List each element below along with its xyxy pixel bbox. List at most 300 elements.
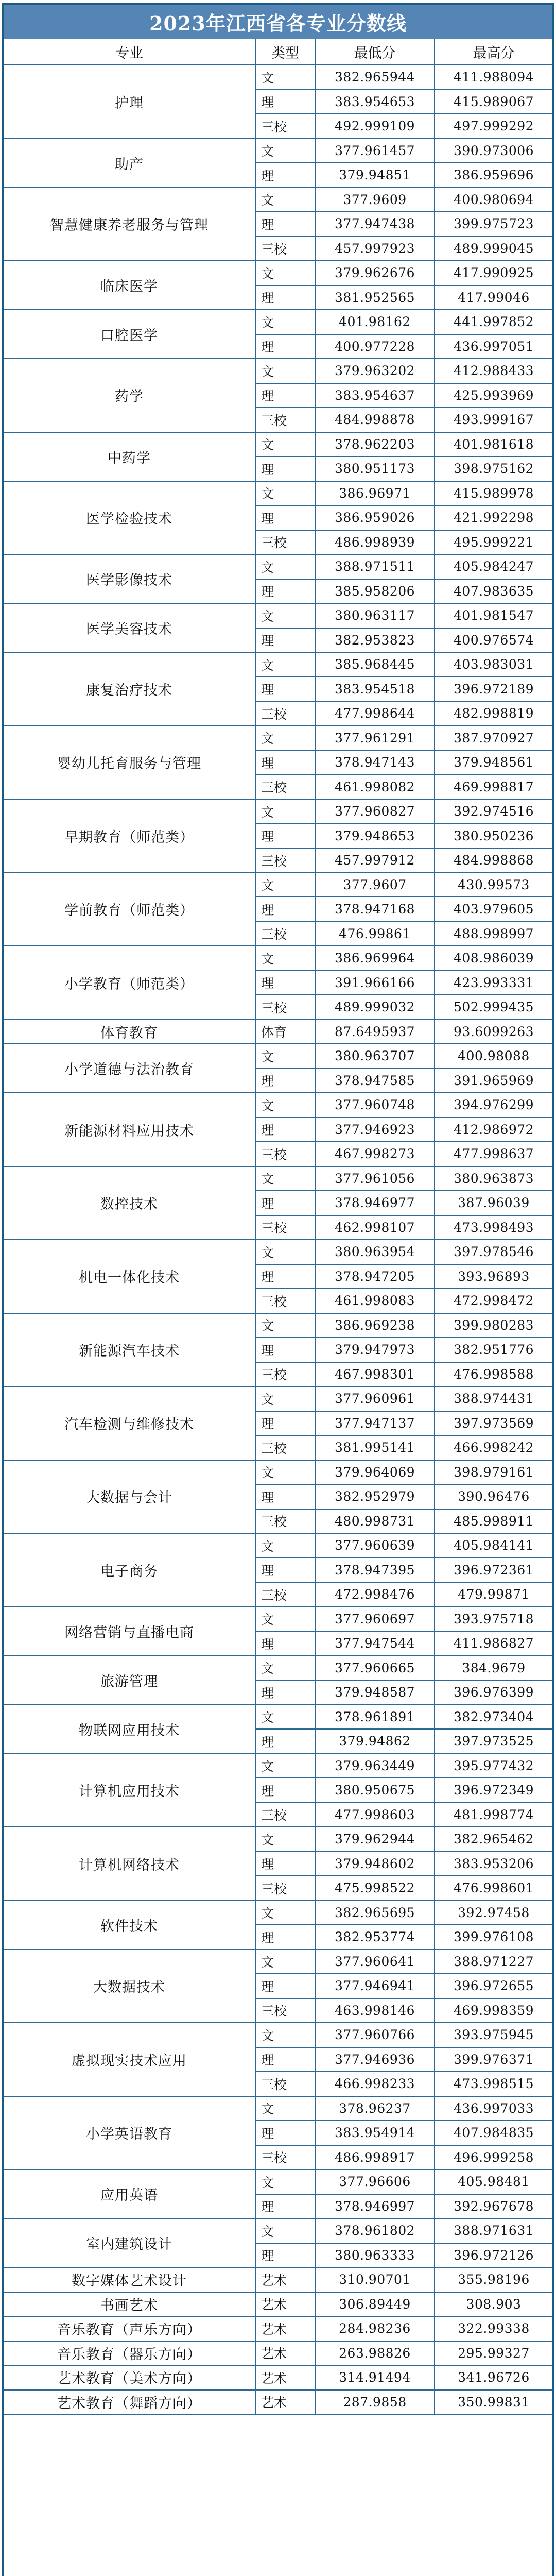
major-group — [4, 653, 552, 726]
min-score: 461.998083 — [316, 1289, 435, 1314]
major-group — [4, 2342, 552, 2366]
max-score: 355.98196 — [435, 2268, 552, 2293]
major-group — [4, 604, 552, 653]
min-score: 475.998522 — [316, 1876, 435, 1901]
min-score: 386.969238 — [316, 1314, 435, 1338]
score-type: 理 — [256, 2244, 316, 2268]
table-row — [4, 2170, 552, 2195]
table-row — [4, 2023, 552, 2048]
score-type: 理 — [256, 90, 316, 115]
major-name: 学前教育（师范类） — [4, 873, 256, 947]
min-score: 378.946977 — [316, 1191, 435, 1216]
min-score: 377.960827 — [316, 800, 435, 824]
max-score: 379.948561 — [435, 751, 552, 775]
score-type: 三校 — [256, 1999, 316, 2024]
min-score: 457.997923 — [316, 237, 435, 262]
max-score: 308.903 — [435, 2293, 552, 2317]
table-row — [4, 2097, 552, 2122]
table-row — [4, 971, 552, 996]
major-name: 药学 — [4, 359, 256, 433]
max-score: 391.965969 — [435, 1069, 552, 1094]
min-score: 310.90701 — [316, 2268, 435, 2293]
table-row — [4, 922, 552, 947]
major-name: 医学检验技术 — [4, 482, 256, 555]
max-score: 392.967678 — [435, 2195, 552, 2219]
table-row — [4, 310, 552, 335]
max-score: 411.988094 — [435, 65, 552, 90]
max-score: 390.96476 — [435, 1485, 552, 1510]
min-score: 378.961802 — [316, 2219, 435, 2244]
max-score: 421.992298 — [435, 506, 552, 531]
max-score: 466.998242 — [435, 1436, 552, 1461]
score-type: 文 — [256, 1607, 316, 1632]
max-score: 401.981618 — [435, 433, 552, 457]
min-score: 377.960697 — [316, 1607, 435, 1632]
table-row — [4, 1632, 552, 1656]
major-group — [4, 1754, 552, 1828]
min-score: 388.971511 — [316, 555, 435, 580]
min-score: 492.999109 — [316, 114, 435, 139]
min-score: 87.6495937 — [316, 1020, 435, 1045]
major-name: 医学美容技术 — [4, 604, 256, 653]
score-type: 三校 — [256, 237, 316, 262]
table-row — [4, 1730, 552, 1754]
table-row — [4, 946, 552, 971]
score-type: 三校 — [256, 849, 316, 873]
major-group — [4, 2317, 552, 2342]
score-type: 三校 — [256, 2146, 316, 2171]
table-row — [4, 800, 552, 824]
max-score: 476.998588 — [435, 1363, 552, 1387]
table-row — [4, 531, 552, 555]
max-score: 412.986972 — [435, 1118, 552, 1143]
max-score: 380.963873 — [435, 1167, 552, 1192]
header-type: 类型 — [256, 39, 316, 65]
max-score: 411.986827 — [435, 1632, 552, 1656]
major-group — [4, 2170, 552, 2219]
max-score: 493.999167 — [435, 408, 552, 433]
table-row — [4, 1069, 552, 1094]
table-row — [4, 1705, 552, 1730]
min-score: 287.9858 — [316, 2391, 435, 2415]
major-name: 小学教育（师范类） — [4, 946, 256, 1020]
min-score: 380.963954 — [316, 1240, 435, 1265]
table-row — [4, 580, 552, 604]
table-row — [4, 2342, 552, 2366]
header-min-score: 最低分 — [316, 39, 435, 65]
score-type: 文 — [256, 653, 316, 677]
table-row — [4, 506, 552, 531]
score-type: 文 — [256, 2170, 316, 2195]
score-type: 三校 — [256, 2072, 316, 2097]
min-score: 377.96606 — [316, 2170, 435, 2195]
major-group — [4, 1387, 552, 1461]
table-row — [4, 163, 552, 188]
major-name: 助产 — [4, 139, 256, 188]
max-score: 295.99327 — [435, 2342, 552, 2366]
major-name: 早期教育（师范类） — [4, 800, 256, 873]
major-group — [4, 2391, 552, 2415]
major-group — [4, 1656, 552, 1705]
table-row — [4, 2293, 552, 2317]
major-group — [4, 873, 552, 947]
max-score: 441.997852 — [435, 310, 552, 335]
max-score: 397.978546 — [435, 1240, 552, 1265]
score-type: 理 — [256, 677, 316, 702]
major-group — [4, 310, 552, 359]
table-row — [4, 139, 552, 164]
major-name: 网络营销与直播电商 — [4, 1607, 256, 1656]
major-name: 书画艺术 — [4, 2293, 256, 2317]
table-row — [4, 2121, 552, 2146]
major-name: 应用英语 — [4, 2170, 256, 2219]
major-group — [4, 1240, 552, 1314]
major-group — [4, 726, 552, 800]
table-row — [4, 1510, 552, 1534]
score-type: 三校 — [256, 1803, 316, 1828]
score-type: 理 — [256, 1681, 316, 1705]
major-name: 室内建筑设计 — [4, 2219, 256, 2268]
major-group — [4, 1705, 552, 1754]
max-score: 496.999258 — [435, 2146, 552, 2171]
max-score: 383.953206 — [435, 1852, 552, 1877]
table-row — [4, 1240, 552, 1265]
score-type: 文 — [256, 65, 316, 90]
max-score: 407.984835 — [435, 2121, 552, 2146]
min-score: 383.954518 — [316, 677, 435, 702]
max-score: 415.989067 — [435, 90, 552, 115]
min-score: 401.98162 — [316, 310, 435, 335]
min-score: 378.947395 — [316, 1558, 435, 1583]
score-type: 艺术 — [256, 2268, 316, 2293]
table-row — [4, 751, 552, 775]
max-score: 393.975718 — [435, 1607, 552, 1632]
score-type: 体育 — [256, 1020, 316, 1045]
major-group — [4, 1901, 552, 1950]
score-type: 理 — [256, 1191, 316, 1216]
max-score: 495.999221 — [435, 531, 552, 555]
max-score: 396.972126 — [435, 2244, 552, 2268]
table-row — [4, 482, 552, 506]
score-type: 文 — [256, 1827, 316, 1852]
score-type: 文 — [256, 310, 316, 335]
min-score: 386.96971 — [316, 482, 435, 506]
table-row — [4, 286, 552, 311]
min-score: 377.960641 — [316, 1950, 435, 1975]
score-type: 理 — [256, 2048, 316, 2073]
max-score: 405.984141 — [435, 1534, 552, 1558]
score-type: 三校 — [256, 1510, 316, 1534]
max-score: 479.99871 — [435, 1583, 552, 1607]
table-row — [4, 237, 552, 262]
score-type: 理 — [256, 1485, 316, 1510]
min-score: 377.960639 — [316, 1534, 435, 1558]
min-score: 378.946997 — [316, 2195, 435, 2219]
min-score: 386.969964 — [316, 946, 435, 971]
max-score: 489.999045 — [435, 237, 552, 262]
score-type: 艺术 — [256, 2342, 316, 2366]
max-score: 392.974516 — [435, 800, 552, 824]
max-score: 396.976399 — [435, 1681, 552, 1705]
score-table — [2, 3, 554, 2576]
score-type: 理 — [256, 457, 316, 482]
header-major: 专业 — [4, 39, 256, 65]
score-type: 文 — [256, 139, 316, 164]
major-group — [4, 2268, 552, 2293]
major-name: 新能源材料应用技术 — [4, 1093, 256, 1167]
score-type: 三校 — [256, 531, 316, 555]
max-score: 405.984247 — [435, 555, 552, 580]
min-score: 476.99861 — [316, 922, 435, 947]
max-score: 397.973525 — [435, 1730, 552, 1754]
max-score: 473.998515 — [435, 2072, 552, 2097]
min-score: 380.951173 — [316, 457, 435, 482]
header-row — [4, 39, 552, 65]
min-score: 377.947544 — [316, 1632, 435, 1656]
score-type: 文 — [256, 1093, 316, 1118]
major-group — [4, 1044, 552, 1093]
major-group — [4, 359, 552, 433]
min-score: 377.961457 — [316, 139, 435, 164]
major-name: 物联网应用技术 — [4, 1705, 256, 1754]
table-row — [4, 726, 552, 751]
table-row — [4, 2391, 552, 2415]
major-name: 音乐教育（声乐方向） — [4, 2317, 256, 2342]
max-score: 397.973569 — [435, 1412, 552, 1436]
min-score: 377.946923 — [316, 1118, 435, 1143]
table-row — [4, 1681, 552, 1705]
max-score: 469.998817 — [435, 775, 552, 800]
major-name: 口腔医学 — [4, 310, 256, 359]
major-group — [4, 482, 552, 555]
max-score: 423.993331 — [435, 971, 552, 996]
major-group — [4, 1020, 552, 1045]
score-type: 文 — [256, 946, 316, 971]
score-type: 三校 — [256, 995, 316, 1020]
major-group — [4, 2293, 552, 2317]
min-score: 377.960748 — [316, 1093, 435, 1118]
max-score: 400.980694 — [435, 188, 552, 213]
table-row — [4, 1044, 552, 1069]
table-row — [4, 1191, 552, 1216]
score-type: 文 — [256, 1901, 316, 1926]
major-name: 智慧健康养老服务与管理 — [4, 188, 256, 262]
score-type: 理 — [256, 1412, 316, 1436]
table-row — [4, 188, 552, 213]
min-score: 377.961291 — [316, 726, 435, 751]
score-type: 文 — [256, 555, 316, 580]
major-group — [4, 555, 552, 604]
min-score: 378.961891 — [316, 1705, 435, 1730]
score-type: 理 — [256, 286, 316, 311]
table-row — [4, 1534, 552, 1558]
major-group — [4, 1461, 552, 1534]
major-group — [4, 2023, 552, 2097]
score-type: 理 — [256, 1778, 316, 1803]
score-type: 文 — [256, 1754, 316, 1779]
table-title: 2023年江西省各专业分数线 — [4, 5, 552, 39]
min-score: 377.960665 — [316, 1656, 435, 1681]
max-score: 502.999435 — [435, 995, 552, 1020]
table-row — [4, 873, 552, 898]
min-score: 400.977228 — [316, 335, 435, 360]
major-name: 软件技术 — [4, 1901, 256, 1950]
header-max-score: 最高分 — [435, 39, 552, 65]
min-score: 477.998644 — [316, 702, 435, 726]
major-name: 大数据技术 — [4, 1950, 256, 2024]
max-score: 396.972349 — [435, 1778, 552, 1803]
table-row — [4, 1461, 552, 1485]
table-row — [4, 1925, 552, 1950]
table-row — [4, 1803, 552, 1828]
major-name: 新能源汽车技术 — [4, 1314, 256, 1387]
min-score: 486.998917 — [316, 2146, 435, 2171]
score-type: 理 — [256, 2195, 316, 2219]
max-score: 412.988433 — [435, 359, 552, 384]
major-name: 小学英语教育 — [4, 2097, 256, 2171]
score-type: 理 — [256, 335, 316, 360]
max-score: 400.976574 — [435, 629, 552, 653]
score-type: 三校 — [256, 1142, 316, 1167]
major-name: 艺术教育（美术方向） — [4, 2366, 256, 2391]
min-score: 377.946936 — [316, 2048, 435, 2073]
min-score: 467.998301 — [316, 1363, 435, 1387]
min-score: 385.968445 — [316, 653, 435, 677]
score-type: 理 — [256, 580, 316, 604]
min-score: 377.9607 — [316, 873, 435, 898]
score-type: 文 — [256, 359, 316, 384]
score-type: 理 — [256, 1730, 316, 1754]
min-score: 380.963117 — [316, 604, 435, 629]
table-row — [4, 1974, 552, 1999]
max-score: 477.998637 — [435, 1142, 552, 1167]
score-type: 文 — [256, 1656, 316, 1681]
table-row — [4, 1607, 552, 1632]
min-score: 377.947438 — [316, 212, 435, 237]
major-name: 机电一体化技术 — [4, 1240, 256, 1314]
table-row — [4, 1558, 552, 1583]
table-row — [4, 1142, 552, 1167]
max-score: 393.96893 — [435, 1265, 552, 1290]
table-row — [4, 335, 552, 360]
min-score: 386.959026 — [316, 506, 435, 531]
max-score: 392.97458 — [435, 1901, 552, 1926]
table-row — [4, 384, 552, 409]
major-group — [4, 65, 552, 139]
table-row — [4, 653, 552, 677]
min-score: 383.954637 — [316, 384, 435, 409]
table-row — [4, 359, 552, 384]
table-row — [4, 824, 552, 849]
min-score: 382.953774 — [316, 1925, 435, 1950]
max-score: 408.986039 — [435, 946, 552, 971]
max-score: 407.983635 — [435, 580, 552, 604]
table-row — [4, 1093, 552, 1118]
max-score: 396.972189 — [435, 677, 552, 702]
min-score: 379.94851 — [316, 163, 435, 188]
table-row — [4, 995, 552, 1020]
major-name: 临床医学 — [4, 261, 256, 310]
min-score: 379.964069 — [316, 1461, 435, 1485]
score-type: 文 — [256, 188, 316, 213]
score-type: 艺术 — [256, 2317, 316, 2342]
min-score: 382.965944 — [316, 65, 435, 90]
score-type: 三校 — [256, 1436, 316, 1461]
min-score: 382.965695 — [316, 1901, 435, 1926]
min-score: 383.954914 — [316, 2121, 435, 2146]
table-row — [4, 897, 552, 922]
min-score: 378.947168 — [316, 897, 435, 922]
score-type: 理 — [256, 1852, 316, 1877]
major-group — [4, 946, 552, 1020]
max-score: 322.99338 — [435, 2317, 552, 2342]
major-name: 旅游管理 — [4, 1656, 256, 1705]
score-type: 理 — [256, 1974, 316, 1999]
major-name: 大数据与会计 — [4, 1461, 256, 1534]
table-row — [4, 2195, 552, 2219]
table-row — [4, 2244, 552, 2268]
table-row — [4, 1289, 552, 1314]
min-score: 457.997912 — [316, 849, 435, 873]
score-type: 三校 — [256, 1216, 316, 1241]
min-score: 472.998476 — [316, 1583, 435, 1607]
table-row — [4, 2268, 552, 2293]
score-type: 理 — [256, 1632, 316, 1656]
max-score: 469.998359 — [435, 1999, 552, 2024]
max-score: 386.959696 — [435, 163, 552, 188]
min-score: 467.998273 — [316, 1142, 435, 1167]
min-score: 378.947205 — [316, 1265, 435, 1290]
table-row — [4, 604, 552, 629]
min-score: 377.961056 — [316, 1167, 435, 1192]
max-score: 405.98481 — [435, 2170, 552, 2195]
max-score: 401.981547 — [435, 604, 552, 629]
table-row — [4, 90, 552, 115]
major-group — [4, 1534, 552, 1607]
score-type: 文 — [256, 2023, 316, 2048]
max-score: 488.998997 — [435, 922, 552, 947]
max-score: 481.998774 — [435, 1803, 552, 1828]
max-score: 425.993969 — [435, 384, 552, 409]
min-score: 380.950675 — [316, 1778, 435, 1803]
max-score: 382.965462 — [435, 1827, 552, 1852]
table-row — [4, 1265, 552, 1290]
min-score: 380.963333 — [316, 2244, 435, 2268]
min-score: 379.947973 — [316, 1338, 435, 1363]
score-type: 文 — [256, 482, 316, 506]
min-score: 391.966166 — [316, 971, 435, 996]
table-row — [4, 212, 552, 237]
major-name: 体育教育 — [4, 1020, 256, 1045]
table-row — [4, 1387, 552, 1412]
major-group — [4, 1607, 552, 1656]
min-score: 480.998731 — [316, 1510, 435, 1534]
score-type: 理 — [256, 1069, 316, 1094]
score-type: 文 — [256, 873, 316, 898]
table-row — [4, 2219, 552, 2244]
table-row — [4, 775, 552, 800]
max-score: 497.999292 — [435, 114, 552, 139]
table-row — [4, 2146, 552, 2171]
max-score: 430.99573 — [435, 873, 552, 898]
major-name: 音乐教育（器乐方向） — [4, 2342, 256, 2366]
min-score: 378.947143 — [316, 751, 435, 775]
max-score: 403.979605 — [435, 897, 552, 922]
score-type: 文 — [256, 433, 316, 457]
max-score: 380.950236 — [435, 824, 552, 849]
score-type: 三校 — [256, 408, 316, 433]
table-row — [4, 1314, 552, 1338]
